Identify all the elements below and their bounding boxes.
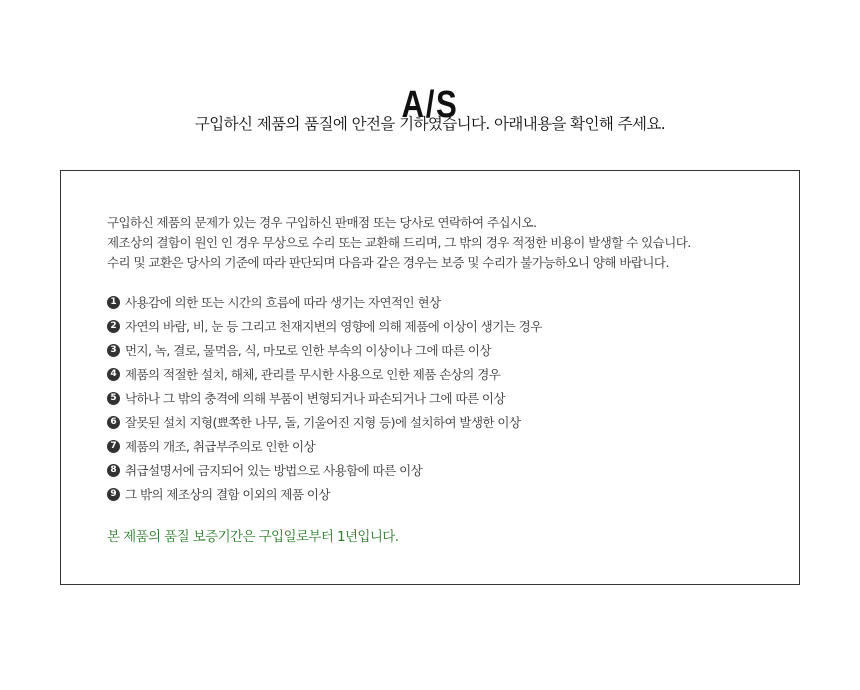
number-badge-icon: 8 xyxy=(107,464,120,477)
exclusion-list xyxy=(107,290,767,506)
intro-line: 수리 및 교환은 당사의 기준에 따라 판단되며 다음과 같은 경우는 보증 및 수리가 불가능하오니 양해 바랍니다. xyxy=(107,255,669,270)
exclusion-text: 잘못된 설치 지형(뾰쪽한 나무, 돌, 기울어진 지형 등)에 설치하여 발생한 이상 xyxy=(125,415,521,430)
intro-line: 구입하신 제품의 문제가 있는 경우 구입하신 판매점 또는 당사로 연락하여 주십시오. xyxy=(107,215,537,230)
number-badge-icon: 3 xyxy=(107,344,120,357)
exclusion-item xyxy=(107,338,767,362)
exclusion-text: 먼지, 녹, 결로, 물먹음, 식, 마모로 인한 부속의 이상이나 그에 따른 이상 xyxy=(125,343,491,358)
number-badge-icon: 5 xyxy=(107,392,120,405)
warranty-period-note: 본 제품의 품질 보증기간은 구입일로부터 1년입니다. xyxy=(107,529,399,545)
exclusion-text: 취급설명서에 금지되어 있는 방법으로 사용함에 따른 이상 xyxy=(125,463,423,478)
intro-line: 제조상의 결함이 원인 인 경우 무상으로 수리 또는 교환해 드리며, 그 밖의 경우 적정한 비용이 발생할 수 있습니다. xyxy=(107,235,691,250)
exclusion-text: 제품의 개조, 취급부주의로 인한 이상 xyxy=(125,439,315,454)
number-badge-icon: 6 xyxy=(107,416,120,429)
exclusion-text: 자연의 바람, 비, 눈 등 그리고 천재지변의 영향에 의해 제품에 이상이 생기는 경우 xyxy=(125,319,542,334)
exclusion-item xyxy=(107,458,767,482)
notice-box xyxy=(60,170,800,585)
exclusion-item xyxy=(107,410,767,434)
exclusion-item xyxy=(107,482,767,506)
exclusion-item xyxy=(107,290,767,314)
intro-paragraph xyxy=(107,213,767,273)
exclusion-item xyxy=(107,362,767,386)
exclusion-item xyxy=(107,314,767,338)
exclusion-text: 사용감에 의한 또는 시간의 흐름에 따라 생기는 자연적인 현상 xyxy=(125,295,441,310)
number-badge-icon: 9 xyxy=(107,488,120,501)
page-subtitle: 구입하신 제품의 품질에 안전을 기하였습니다. 아래내용을 확인해 주세요. xyxy=(194,115,666,133)
number-badge-icon: 4 xyxy=(107,368,120,381)
exclusion-text: 제품의 적절한 설치, 해체, 관리를 무시한 사용으로 인한 제품 손상의 경우 xyxy=(125,367,501,382)
exclusion-text: 그 밖의 제조상의 결함 이외의 제품 이상 xyxy=(125,487,330,502)
exclusion-item xyxy=(107,434,767,458)
exclusion-item xyxy=(107,386,767,410)
number-badge-icon: 7 xyxy=(107,440,120,453)
number-badge-icon: 2 xyxy=(107,320,120,333)
exclusion-text: 낙하나 그 밖의 충격에 의해 부품이 변형되거나 파손되거나 그에 따른 이상 xyxy=(125,391,505,406)
page-title: A/S xyxy=(401,84,459,127)
number-badge-icon: 1 xyxy=(107,296,120,309)
